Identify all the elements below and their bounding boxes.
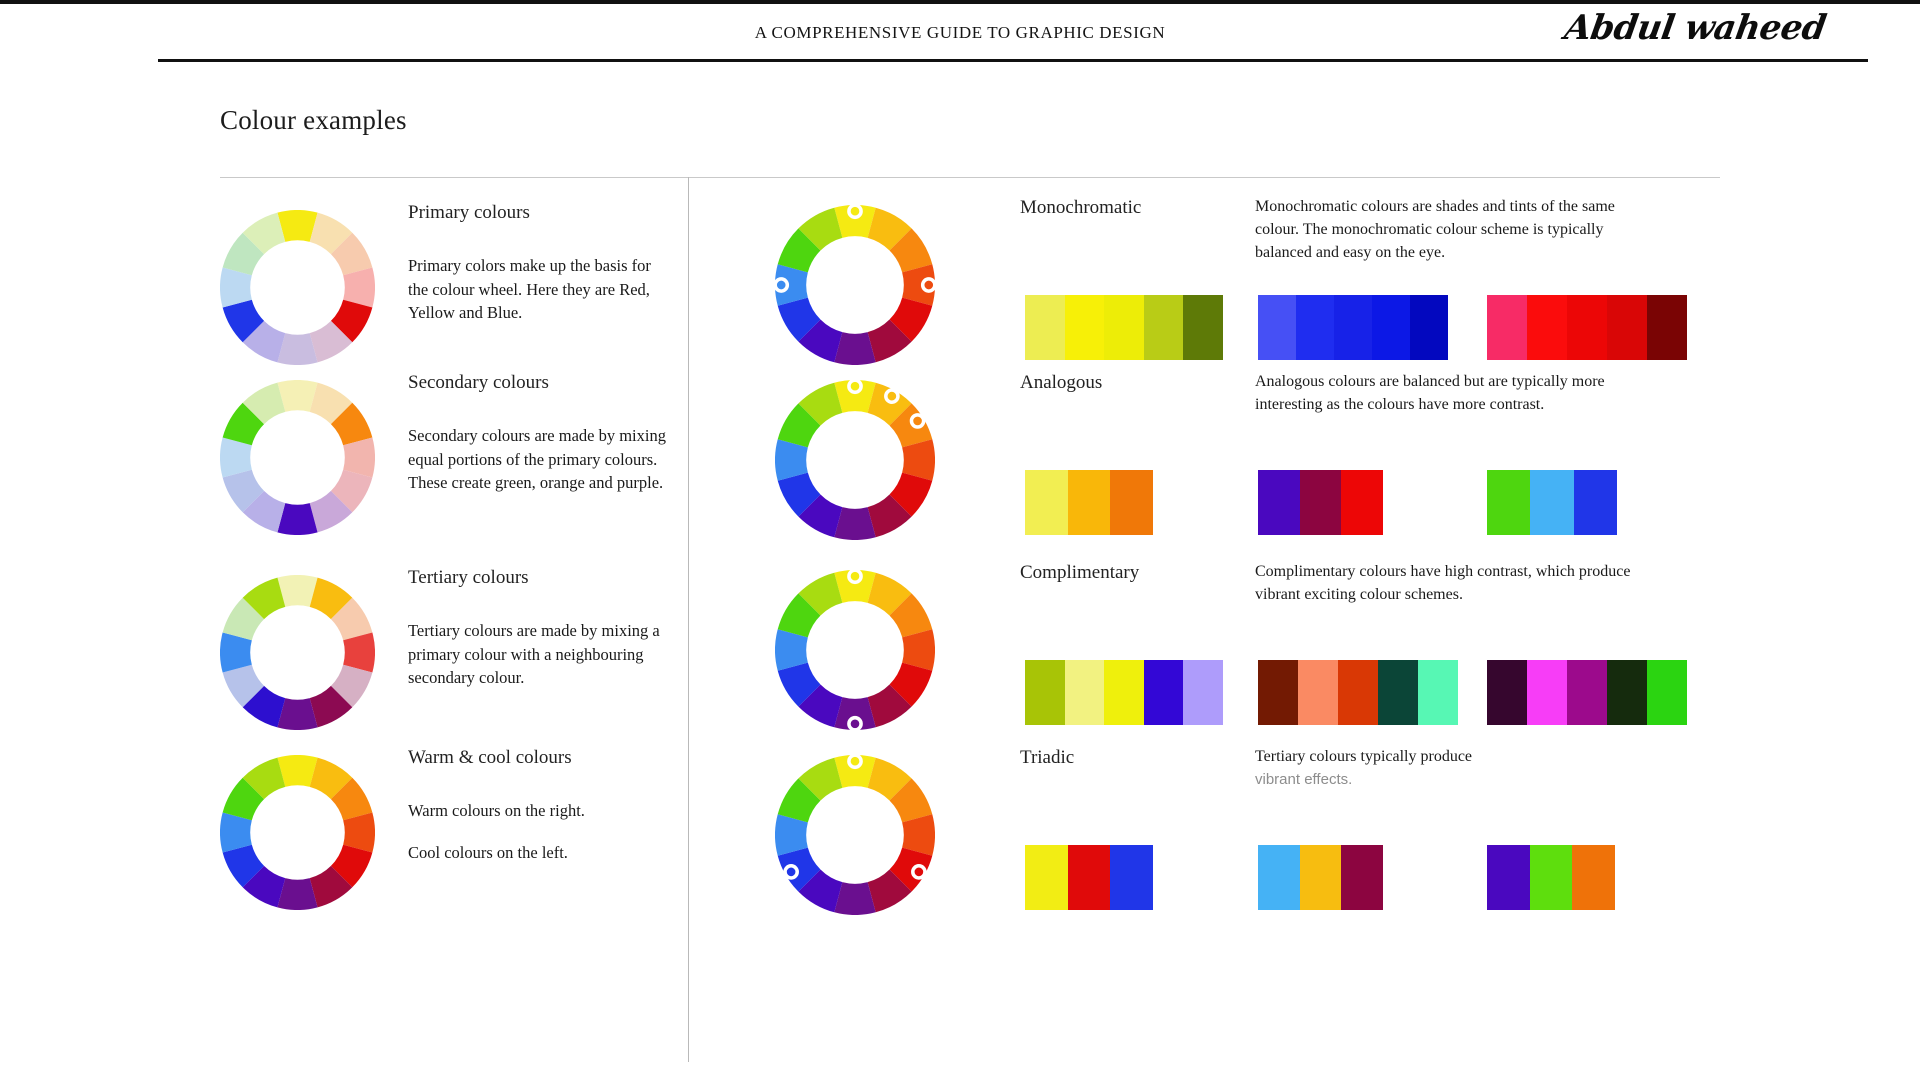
colour-swatch	[1530, 845, 1573, 910]
content-top-divider	[220, 177, 1720, 178]
colour-swatch	[1530, 470, 1573, 535]
colour-swatch	[1258, 845, 1300, 910]
description-muted-text: vibrant effects.	[1255, 771, 1353, 788]
palette-group	[1258, 660, 1458, 725]
colour-swatch	[1527, 295, 1567, 360]
colour-swatch	[1607, 660, 1647, 725]
body-paragraph: Tertiary colours are made by mixing a primary colour with a neighbouring secondary colour.	[408, 621, 660, 687]
colour-swatch	[1025, 660, 1065, 725]
colour-swatch	[1104, 295, 1144, 360]
left-row-body	[408, 799, 668, 882]
colour-swatch	[1068, 845, 1111, 910]
palette-group	[1025, 295, 1223, 360]
colour-swatch	[1607, 295, 1647, 360]
colour-swatch	[1372, 295, 1410, 360]
palette-group	[1258, 470, 1383, 535]
scheme-description	[1255, 195, 1655, 264]
palette-group	[1487, 660, 1687, 725]
colour-swatch	[1144, 660, 1184, 725]
header-bottom-rule	[158, 59, 1868, 62]
description-text: Analogous colours are balanced but are typically more interesting as the colours have more contrast.	[1255, 373, 1605, 413]
body-paragraph: Cool colours on the left.	[408, 842, 568, 862]
colour-swatch	[1110, 845, 1153, 910]
description-text: Complimentary colours have high contrast, which produce vibrant exciting colour schemes.	[1255, 563, 1631, 603]
body-paragraph: Primary colors make up the basis for the colour wheel. Here they are Red, Yellow and Blue.	[408, 256, 651, 322]
scheme-heading: Analogous	[1020, 372, 1103, 393]
palette-group	[1487, 845, 1615, 910]
scheme-description	[1255, 745, 1655, 791]
colour-swatch	[1183, 295, 1223, 360]
scheme-heading: Monochromatic	[1020, 197, 1142, 218]
colour-swatch	[1104, 660, 1144, 725]
colour-swatch	[1378, 660, 1418, 725]
colour-swatch	[1418, 660, 1458, 725]
palette-group	[1025, 660, 1223, 725]
colour-swatch	[1025, 845, 1068, 910]
colour-swatch	[1300, 470, 1342, 535]
palette-group	[1487, 470, 1617, 535]
colour-swatch	[1572, 845, 1615, 910]
column-divider	[688, 177, 689, 1062]
colour-swatch	[1527, 660, 1567, 725]
header-top-rule	[0, 0, 1920, 4]
colour-swatch	[1258, 660, 1298, 725]
palette-group	[1025, 845, 1153, 910]
left-row-heading: Secondary colours	[408, 372, 549, 393]
left-row-heading: Tertiary colours	[408, 567, 529, 588]
colour-swatch	[1487, 295, 1527, 360]
page-title: Colour examples	[220, 105, 407, 135]
primary-wheel	[220, 210, 375, 365]
left-row-body	[408, 254, 668, 343]
palette-group	[1025, 470, 1153, 535]
colour-swatch	[1567, 295, 1607, 360]
body-paragraph: Warm colours on the right.	[408, 801, 585, 820]
colour-swatch	[1647, 660, 1687, 725]
triadic-wheel	[775, 755, 935, 915]
colour-swatch	[1334, 295, 1372, 360]
left-row-body	[408, 619, 668, 708]
left-row-heading: Warm & cool colours	[408, 747, 572, 768]
monochromatic-wheel	[775, 205, 935, 365]
scheme-description	[1255, 370, 1655, 416]
colour-swatch	[1341, 470, 1383, 535]
left-row-body	[408, 424, 668, 513]
colour-swatch	[1487, 470, 1530, 535]
colour-swatch	[1487, 660, 1527, 725]
left-row-heading: Primary colours	[408, 202, 530, 223]
description-text: Monochromatic colours are shades and tints of the same colour. The monochromatic colour scheme is typically balanced and easy on the eye.	[1255, 198, 1615, 261]
tertiary-wheel	[220, 575, 375, 730]
colour-swatch	[1144, 295, 1184, 360]
secondary-wheel	[220, 380, 375, 535]
author-signature: Abdul waheed	[1561, 8, 1829, 48]
palette-group	[1258, 295, 1448, 360]
page-header	[0, 0, 1920, 62]
colour-swatch	[1110, 470, 1153, 535]
warm-cool-wheel	[220, 755, 375, 910]
colour-swatch	[1258, 470, 1300, 535]
colour-swatch	[1068, 470, 1111, 535]
colour-swatch	[1065, 660, 1105, 725]
palette-group	[1258, 845, 1383, 910]
colour-swatch	[1183, 660, 1223, 725]
colour-swatch	[1338, 660, 1378, 725]
colour-swatch	[1025, 295, 1065, 360]
analogous-wheel	[775, 380, 935, 540]
colour-swatch	[1487, 845, 1530, 910]
scheme-heading: Triadic	[1020, 747, 1075, 768]
header-title: A COMPREHENSIVE GUIDE TO GRAPHIC DESIGN	[754, 23, 1166, 42]
scheme-heading: Complimentary	[1020, 562, 1140, 583]
colour-swatch	[1298, 660, 1338, 725]
palette-group	[1487, 295, 1687, 360]
colour-swatch	[1410, 295, 1448, 360]
colour-swatch	[1300, 845, 1342, 910]
body-paragraph: Secondary colours are made by mixing equal portions of the primary colours. These create green, orange and purple.	[408, 426, 666, 492]
colour-swatch	[1025, 470, 1068, 535]
description-text: Tertiary colours typically produce	[1255, 748, 1473, 765]
colour-swatch	[1567, 660, 1607, 725]
colour-swatch	[1296, 295, 1334, 360]
colour-swatch	[1065, 295, 1105, 360]
colour-swatch	[1647, 295, 1687, 360]
complimentary-wheel	[775, 570, 935, 730]
colour-swatch	[1574, 470, 1617, 535]
colour-swatch	[1258, 295, 1296, 360]
scheme-description	[1255, 560, 1655, 606]
colour-swatch	[1341, 845, 1383, 910]
